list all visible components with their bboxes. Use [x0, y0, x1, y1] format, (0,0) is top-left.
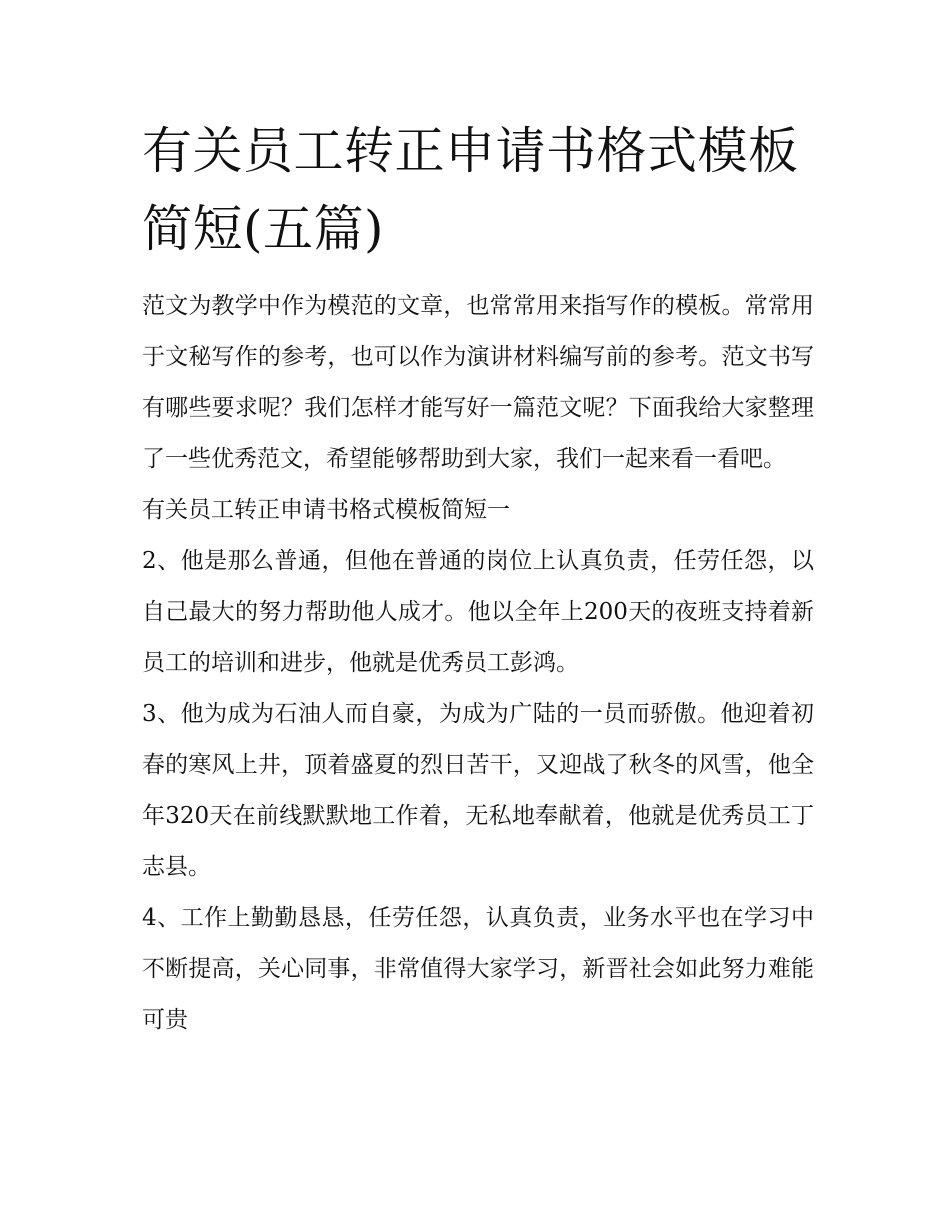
intro-paragraph: 范文为教学中作为模范的文章，也常常用来指写作的模板。常常用于文秘写作的参考，也可以作为演讲材料编写前的参考。范文书写有哪些要求呢？我们怎样才能写好一篇范文呢？下面我给大家整理了一些优秀范文，希望能够帮助到大家，我们一起来看一看吧。: [142, 293, 814, 472]
body-paragraph-2: 2、他是那么普通，但他在普通的岗位上认真负责，任劳任怨，以自己最大的努力帮助他人成才。他以全年上200天的夜班支持着新员工的培训和进步，他就是优秀员工彭鸿。: [142, 548, 814, 676]
document-title: 有关员工转正申请书格式模板简短(五篇): [142, 122, 799, 258]
body-paragraph-3: 3、他为成为石油人而自豪，为成为广陆的一员而骄傲。他迎着初春的寒风上井，顶着盛夏的烈日苦干，又迎战了秋冬的风雪，他全年320天在前线默默地工作着，无私地奉献着，他就是优秀员工丁志县。: [142, 701, 814, 880]
document-page: [142, 112, 814, 1046]
section-heading: 有关员工转正申请书格式模板简短一: [142, 497, 510, 523]
body-paragraph-4: 4、工作上勤勤恳恳，任劳任怨，认真负责，业务水平也在学习中不断提高，关心同事，非常值得大家学习，新晋社会如此努力难能可贵: [142, 905, 814, 1033]
